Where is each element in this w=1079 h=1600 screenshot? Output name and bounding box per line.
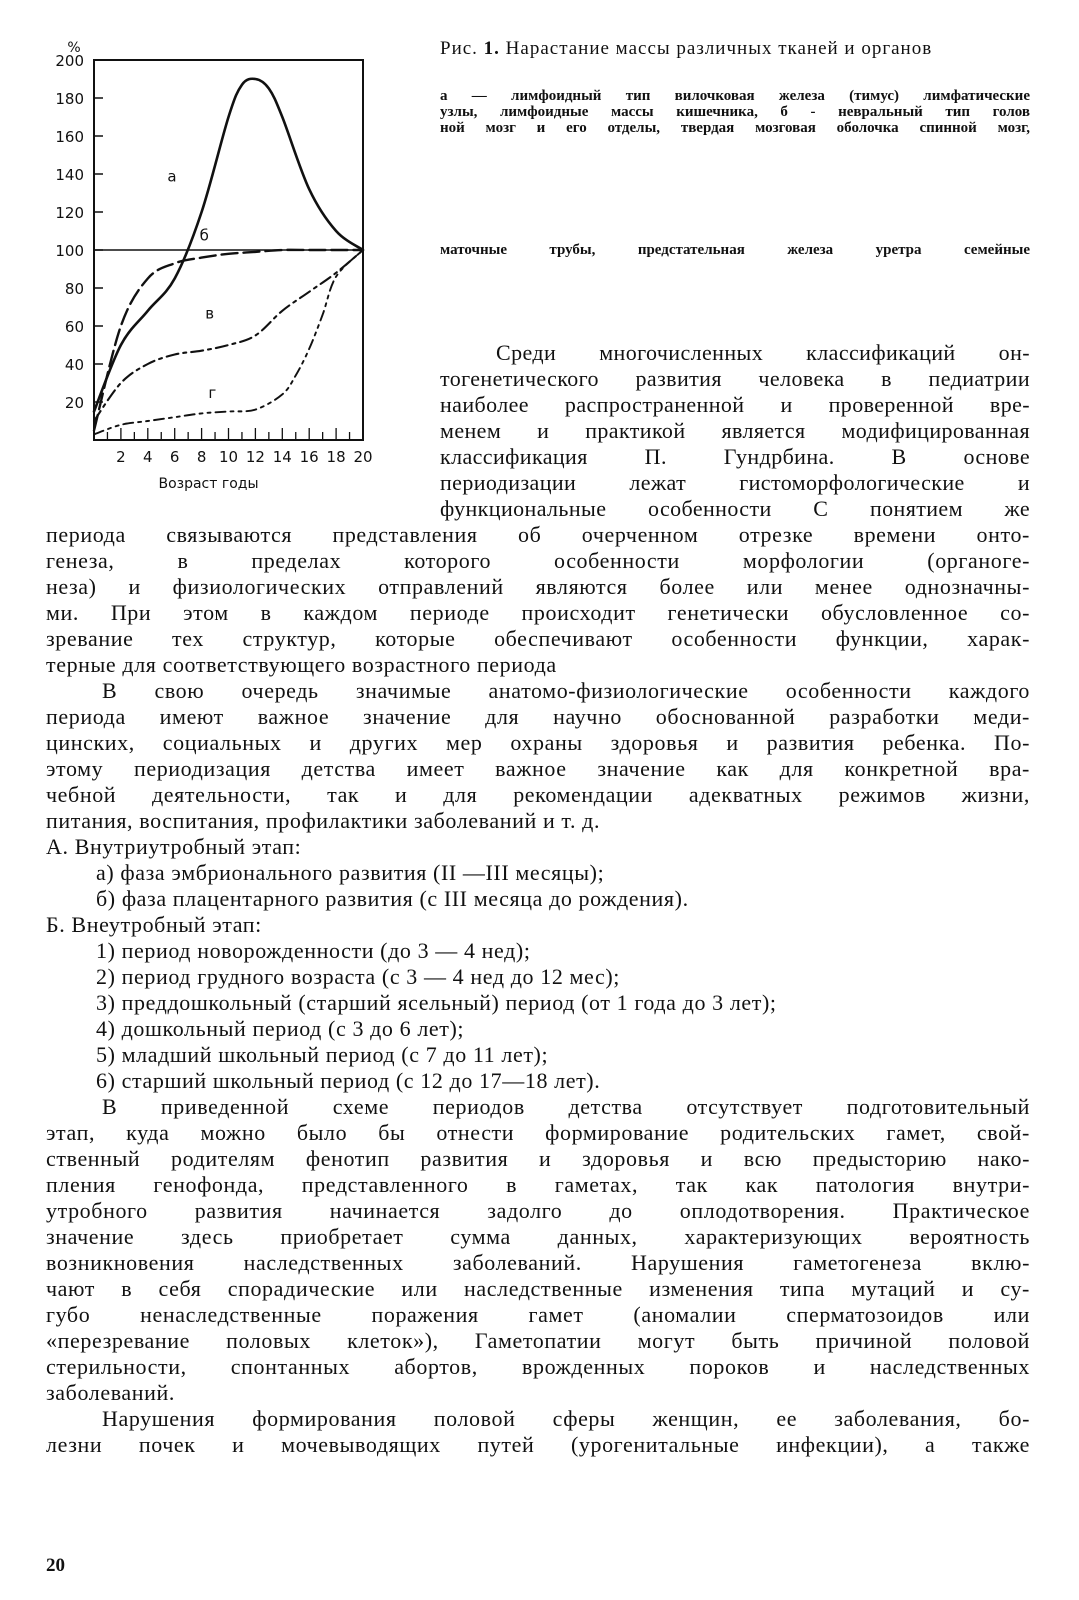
text-line: губо ненаследственные поражения гамет (аномалии сперматозоидов или: [46, 1302, 1030, 1327]
list-item: 1) период новорожденности (до 3 — 4 нед);: [96, 938, 531, 963]
body-text: [46, 522, 1030, 1458]
series-line-4: [94, 250, 363, 434]
text-line: ми. При этом в каждом периоде происходит генетически обусловленное со-: [46, 600, 1030, 625]
y-tick-label: 120: [55, 204, 84, 222]
series-line-3: [94, 250, 363, 421]
text-line: возникновения наследственных заболеваний. Нарушения гаметогенеза вклю-: [46, 1250, 1030, 1275]
x-tick-label: 10: [218, 448, 239, 466]
text-line: питания, воспитания, профилактики заболеваний и т. д.: [46, 808, 601, 833]
text-line: генеза, в пределах которого особенности морфологии (органоге-: [46, 548, 1030, 573]
intro-paragraph: [440, 340, 1030, 522]
text-line: цинских, социальных и других мер охраны здоровья и развития ребенка. По-: [46, 730, 1030, 755]
text-line: стерильности, спонтанных абортов, врожденных пороков и наследственных: [46, 1354, 1030, 1379]
stage-heading: А. Внутриутробный этап:: [46, 834, 302, 859]
x-tick-label: 8: [196, 448, 207, 466]
y-tick-label: 60: [64, 318, 84, 336]
y-tick-label: 200: [55, 52, 84, 70]
y-axis-label: %: [67, 40, 81, 56]
x-tick-label: 18: [326, 448, 346, 466]
text-line: заболеваний.: [46, 1380, 175, 1405]
curve-label: а: [167, 167, 177, 186]
text-line: периодизации лежат гистоморфологические и: [440, 470, 1030, 495]
text-line: Среди многочисленных классификаций он-: [496, 340, 1030, 365]
x-tick-label: 16: [299, 448, 319, 466]
curve-label: в: [205, 304, 215, 323]
y-tick-label: 180: [55, 90, 84, 108]
stage-heading: Б. Внеутробный этап:: [46, 912, 262, 937]
curve-label: б: [199, 226, 209, 245]
y-tick-label: 80: [64, 280, 84, 298]
caption-prefix: Рис.: [440, 38, 478, 59]
text-line: Нарушения формирования половой сферы женщин, ее заболевания, бо-: [102, 1406, 1030, 1431]
text-line: этап, куда можно было бы отнести формирование родительских гамет, свой-: [46, 1120, 1030, 1145]
x-axis-label: Возраст годы: [158, 476, 259, 492]
list-item: б) фаза плацентарного развития (с III месяца до рождения).: [96, 886, 689, 911]
x-tick-label: 6: [169, 448, 180, 466]
text-line: пления генофонда, представленного в гаметах, так как патология внутри-: [46, 1172, 1030, 1197]
text-line: функциональные особенности С понятием же: [440, 496, 1030, 521]
list-item: 3) преддошкольный (старший ясельный) период (от 1 года до 3 лет);: [96, 990, 777, 1015]
text-line: зревание тех структур, которые обеспечивают особенности функции, харак-: [46, 626, 1030, 651]
list-item: а) фаза эмбрионального развития (II —III месяцы);: [96, 860, 605, 885]
text-line: ственный родителям фенотип развития и здоровья и всю предысторию нако-: [46, 1146, 1030, 1171]
caption-number: 1.: [483, 38, 500, 59]
caption-line: узлы, лимфоидные массы кишечника, б - невральный тип голов: [440, 104, 1030, 120]
series-line-1: [94, 79, 363, 412]
growth-chart: [30, 28, 390, 508]
text-line: чают в себя спорадические или наследственные изменения типа мутаций и су-: [46, 1276, 1030, 1301]
x-tick-label: 12: [245, 448, 265, 466]
curve-label: г: [208, 384, 217, 403]
text-line: периода имеют важное значение для научно обоснованной разработки меди-: [46, 704, 1030, 729]
y-tick-label: 20: [64, 394, 84, 412]
list-item: 4) дошкольный период (с 3 до 6 лет);: [96, 1016, 465, 1041]
caption-text: Нарастание массы различных тканей и органов: [505, 38, 933, 59]
text-line: чебной деятельности, так и для рекомендации адекватных режимов жизни,: [46, 782, 1030, 807]
text-line: наиболее распространенной и проверенной вре-: [440, 392, 1030, 417]
text-line: тогенетического развития человека в педиатрии: [440, 366, 1030, 391]
x-tick-label: 20: [353, 448, 373, 466]
figure-caption-title: [440, 38, 1030, 60]
text-line: периода связываются представления об очерченном отрезке времени онто-: [46, 522, 1030, 547]
series-line-2: [94, 250, 363, 431]
y-tick-label: 100: [55, 242, 84, 260]
text-line: утробного развития начинается задолго до оплодотворения. Практическое: [46, 1198, 1030, 1223]
caption-line: а — лимфоидный тип вилочковая железа (тимус) лимфатические: [440, 88, 1030, 104]
caption-legend-b: [440, 242, 1030, 258]
page-number: 20: [46, 1555, 65, 1576]
y-tick-label: 140: [55, 166, 84, 184]
list-item: 6) старший школьный период (с 12 до 17—18 лет).: [96, 1068, 601, 1093]
x-tick-label: 4: [143, 448, 153, 466]
text-line: В приведенной схеме периодов детства отсутствует подготовительный: [102, 1094, 1030, 1119]
list-item: 5) младший школьный период (с 7 до 11 лет);: [96, 1042, 549, 1067]
text-line: лезни почек и мочевыводящих путей (урогенитальные инфекции), а также: [46, 1432, 1030, 1457]
x-tick-label: 14: [272, 448, 292, 466]
text-line: В свою очередь значимые анатомо-физиологические особенности каждого: [102, 678, 1030, 703]
text-line: неза) и физиологических отправлений являются более или менее однозначны-: [46, 574, 1030, 599]
x-tick-label: 2: [116, 448, 126, 466]
y-tick-label: 160: [55, 128, 84, 146]
text-line: «перезревание половых клеток»), Гаметопатии могут быть причиной половой: [46, 1328, 1030, 1353]
text-line: терные для соответствующего возрастного периода: [46, 652, 557, 677]
caption-legend-a: [440, 88, 1030, 136]
text-line: этому периодизация детства имеет важное значение как для конкретной вра-: [46, 756, 1030, 781]
list-item: 2) период грудного возраста (с 3 — 4 нед до 12 мес);: [96, 964, 620, 989]
caption-line: ной мозг и его отделы, твердая мозговая оболочка спинной мозг,: [440, 120, 1030, 136]
caption-line: маточные трубы, предстательная железа уретра семейные: [440, 242, 1030, 258]
chart-ticks: [94, 98, 350, 440]
chart-series: [94, 79, 363, 435]
y-tick-label: 40: [64, 356, 84, 374]
text-line: значение здесь приобретает сумма данных, характеризующих вероятность: [46, 1224, 1030, 1249]
chart-labels: [55, 40, 372, 492]
text-line: менем и практикой является модифицированная: [440, 418, 1030, 443]
text-line: классификация П. Гундрбина. В основе: [440, 444, 1030, 469]
